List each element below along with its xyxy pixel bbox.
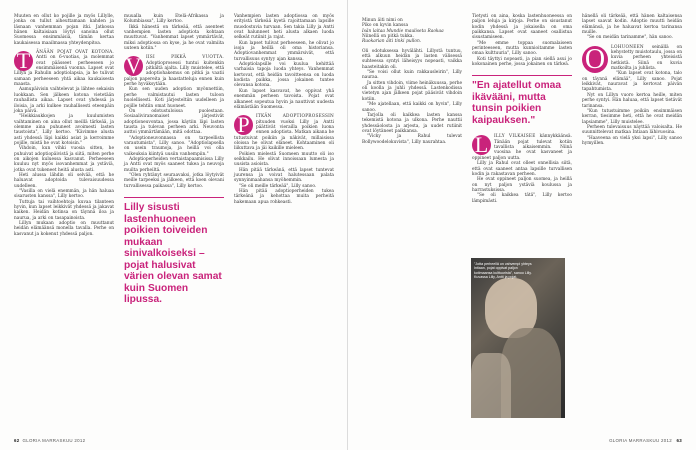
paragraph: "Vicky ja Rahul tulevat Bollywoodelokuvista", Lilly naurahtaa. bbox=[362, 134, 462, 145]
left-column-2 bbox=[124, 14, 224, 314]
paragraph: "Se oli meille tärkeää", Lilly sanoo. bbox=[239, 183, 317, 189]
paragraph: Vihdoin, kun vihki vuosia sitten, he puhuivat adoptiopäivistä ja siitä, miten perhe on aikojen kuluessa kasvanut. Perheeseen kuuluu nyt myös isovanhemmat ja ystäviä, jotka ovat tukeneet heitä alusta asti. bbox=[14, 146, 114, 173]
paragraph: "Olen ryhtänyt seuraavaksi, jotka löytyivät meille tarpeeksi ja jälkeen, että koen olevani turvallisessa paikassa", Lilly kertoo. bbox=[124, 172, 224, 189]
paragraph: Lilly ja Rahul ovat olleet onnellisia siitä, että ovat saaneet antaa lapsille turvallisen kodin ja rakastavan perheen. bbox=[472, 161, 572, 177]
paragraph: Tarjolla oli kaikkea lasten kanssa tekemistä kotona ja ulkona. Perhe nauttii yhdessäolosta ja arjesta, ja uudet rutiinit ovat löytäneet paikkansa. bbox=[362, 112, 462, 134]
list-item: Minun äiti nimi on bbox=[362, 18, 403, 23]
drop-cap-t: T bbox=[14, 51, 33, 71]
paragraph: "Se on meidän tarinamme", hän sanoo. bbox=[587, 35, 673, 41]
paragraph-text: seinällä on kehystetty muistotaulu, jossa on kuvia perheen yhteisistä hetkistä. Siinä on kuvia matkoilta ja juhlista. bbox=[611, 44, 682, 72]
paragraph: "Adoptioneuvonnassa on tarpeellista varautumista", Lilly sanoo. "Adoptiolapsella on usein traumoja, ja heillä voi olla vaikeuksia kiintyä uusiin vanhempiin." bbox=[124, 135, 224, 157]
paragraph-dropcap bbox=[124, 55, 224, 87]
paragraph: Hän pitää tärkeänä, että lapset tuntevat juurensa ja voivat halutessaan palata synnyinmaahansa myöhemmin. bbox=[234, 167, 334, 184]
family-photo bbox=[471, 258, 565, 418]
magazine-name: GLORIA MARRASKUU 2012 bbox=[609, 438, 672, 443]
paragraph-text: pituuden vuoksi Lilly ja Antti päättivät vierailla poikien luona ennen adoptiota. Matkan aikana he tutustuivat poikiin ja näkivät, millaisissa oloissa he olivat eläneet. Kohtaaminen oli liikuttava ja jäi kaikille mieleen. bbox=[234, 119, 335, 152]
drop-cap-p: P bbox=[234, 115, 253, 135]
list-item: Piko on kyvin kanssa bbox=[362, 23, 409, 29]
paragraph: Aamupäivisin vaihtelevat ja lähtee sekaisin luokkaan. Sen jälkeen kotona vietetään rauhallista aikaa. Lapset ovat yhdessä ja iloisia, ja arki kulkee rauhallisesti eteenpäin joka päivä. bbox=[14, 87, 114, 114]
photo-figure bbox=[471, 353, 511, 418]
paragraph: "Se oli kaikkea tätä", Lilly kertoo lämpimästi. bbox=[472, 193, 572, 204]
paragraph: "Heikkiaukkojen ja kuulumisten vaihtaminen on aina ollut meillä tärkeää, ja olemme aina puhuneet avoimesti lasten taustoista", Lilly kertoo. "Kävimme alusta asti yhdessä läpi kaikki asiat ja kerroimme pojille, mistä he ovat kotoisin." bbox=[14, 114, 114, 146]
paragraph: Oli odotuksessa hyvälähti. Lillystä tuntuu, että alkuun heidän ja lasten välisessä suhteessa syntyi läheisyys nopeasti, vaikka haasteitakin oli. bbox=[362, 48, 462, 70]
lead-in: ILLY VILKAISEE bbox=[494, 134, 536, 140]
right-column-3 bbox=[582, 14, 682, 146]
magazine-name: GLORIA MARRASKUU 2012 bbox=[22, 438, 86, 443]
right-column-1 bbox=[362, 14, 462, 145]
paragraph: Muuten en ollut ko pojille ja myös Lillylle, jonka on tullut aiheuttamaan kahden ja läsnaan vanhemman pojan itki. Jatkossa hänen kaltaisiaan löytyi sanoina ollut Suomessa ensimmäisiä, tämän kertaa kaukaisessa maailmassa yhteydenpitoa. bbox=[14, 14, 114, 46]
paragraph-dropcap bbox=[582, 43, 682, 75]
lead-in: LOHUONEEN bbox=[611, 44, 644, 50]
list-item: Isän laitaa Mundie mauliseta Raokaa bbox=[362, 28, 444, 34]
paragraph: "Kun lapset ovat kotona, talo on täynnä elämää", Lilly sanoo. Pojat leikkivät, nauravat ja kertovat päivän tapahtumista. bbox=[582, 71, 682, 93]
paragraph: Adoptioperheiden vertaistapaamisissa Lilly ja Antti ovat myös saaneet tukea ja neuvoja muilta perheiltä. bbox=[124, 156, 224, 173]
lead-in: ITKÄN ADOPTIOPROSESSIN bbox=[256, 114, 334, 120]
paragraph: "Me ajatellaan, että kaikki on hyvin", Lilly sanoo. bbox=[362, 102, 462, 113]
paragraph: Ikkä hänestä on tärkeää, että asenteet vanhempien lasten adoptiota kohtaan muuttuvat. "Vanhemmat lapset ymmärtävät, miksi adoptiossa on kyse, ja he ovat valmiita uuteen kotiin." bbox=[124, 24, 224, 52]
left-column-1 bbox=[14, 14, 114, 237]
paragraph: muualla kuin Etelä-Afrikassa ja Kolumbiassa", Lilly kertoo. bbox=[124, 14, 224, 25]
paragraph: Adoptiolapsille voi kuulua kehittää varhaisia tapoja luoda yhteys. Vanhemmat kertovat, että heidän tavoitteensa on luoda kodista paikka, jossa jokainen tuntee olevansa kotona. bbox=[234, 62, 334, 89]
photo-caption: "Jotta perheellä on vahvempi yhteys Intiaan, pojat oppivat paljon kotimaansa kulttuurista", sanoo Lilly. Kuvassa Lilly, Antti ja pojat. bbox=[474, 262, 532, 280]
right-column-2 bbox=[472, 14, 572, 204]
paragraph: "Haaveena on vielä yksi lapsi", Lilly sanoo hymyillen. bbox=[582, 135, 682, 146]
pull-quote: Lilly sisusti lastenhuoneen poikien toiveiden mukaan sinivalkoiseksi – pojat halusivat värien olevan samat kuin Suomen lipussa. bbox=[124, 197, 224, 306]
page-footer-right bbox=[609, 438, 682, 443]
paragraph: Ja sitten vihdoin, viime heinäkuussa, perhe oli koolla ja juhli yhdessä. Lastenkodissa vietetyn ajan jälkeen pojat pääsivät vihdoin kotiin. bbox=[362, 80, 462, 102]
paragraph: "Kun tutustuimme poikiin ensimmäisen kerran, tiesimme heti, että he ovat meidän lapsiamme", Lilly muistelee. bbox=[582, 108, 682, 125]
paragraph: Kun sen uuden adoption myönnettiin, perhe valmistautui lasten tuloon huolellisesti. Koti järjesteltiin uudelleen ja pojille tehtiin omat huoneet. bbox=[124, 87, 224, 109]
page-footer-left bbox=[14, 438, 85, 443]
paragraph: hänellä oli tärkeää, että hänen kaltaisensa lapset saavat kodin. Adoptio muutti heidän elämänsä, ja he haluavat kertoa tarinansa muille. bbox=[582, 14, 682, 36]
interview-list bbox=[362, 18, 462, 45]
left-column-3 bbox=[234, 14, 334, 205]
paragraph: Vanhempien lasten adoptiossa on myös erityistä tärkeää kyetä rajoittamaan lapsille muodostuvia turvaan. Sen takia Lilly ja Antti ovat halunneet heti alusta alkaen luoda selkeät rutiinit ja rajat. bbox=[234, 14, 334, 41]
page-number: 63 bbox=[676, 438, 682, 443]
list-item: Niinellä on pitkä tukka. bbox=[362, 34, 414, 40]
paragraph-dropcap bbox=[14, 50, 114, 87]
drop-cap-o: O bbox=[582, 46, 608, 73]
paragraph-text: Adoptioprosessi tuntui kuitenkin pitkältä ajalta. Lilly muistelee, että adoptiohakemus on pitkä ja vaatii paljon papereita ja haastatteluja ennen kuin perhe hyväksytään. bbox=[124, 60, 224, 88]
paragraph: "Me emme toppaa suomalaiseen perinteeseen, mutta kunnioitamme lasten omaa kulttuuria", Lilly sanoo. bbox=[472, 40, 572, 57]
paragraph: He ovat oppineet paljon suomea, ja heillä on nyt paljon ystäviä koulussa ja harrastuksissa. bbox=[472, 177, 572, 193]
paragraph: "Se voisi ollut kuin rakkausleirin", Lilly nauraa. bbox=[362, 70, 462, 81]
paragraph-text: kännykkäänsä. Tänään pojat tulevat kotiin tavallista aikaisemmin. Niinä vuosina he ovat kasvaneet ja oppineet paljon uutta. bbox=[472, 134, 572, 161]
paragraph: On odotustuloissa puolestaan. Sosiaaliviranomaiset järjestivät adoptioneuvontaa, jossa käytiin läpi lasten tausta ja tulevan perheen arki. Neuvonta auttoi ymmärtämään, mitä odottaa. bbox=[124, 108, 224, 136]
paragraph: Kun lapset tulivat perheeseen, he olivat jo isoja ja heillä oli oma historiansa. Adoptiovanhemmat ymmärsivät, että turvallisuus syntyy ajan kanssa. bbox=[234, 40, 334, 62]
paragraph: Tuttuja tai vaihtoehtoja kuvaa tilanteen hyvin, kun lapset leikkivät yhdessä ja jakavat kaiken. Heidän kotinsa on täynnä iloa ja naurua, ja arki on tasapainoista. bbox=[14, 199, 114, 221]
paragraph: Poikien mielestä Suomeen muutto oli iso seikkailu. He olivat innoissaan lumesta ja uusista asioista. bbox=[234, 151, 334, 168]
paragraph-dropcap bbox=[472, 134, 572, 161]
paragraph-dropcap bbox=[234, 114, 334, 151]
pull-quote: "En ajatellut omaa ikävääni, mutta tunsin poikien kaipauksen." bbox=[472, 75, 572, 126]
paragraph: Hän pitää adoptioperheiden tukea tärkeänä ja kehottaa muita perheitä hakemaan apua rohkeasti. bbox=[234, 189, 334, 205]
paragraph: Lillyn mukaan adoptio on muuttanut heidän elämäänsä monella tavalla. Perhe on kasvanut ja kokenut yhdessä paljon. bbox=[14, 221, 114, 237]
paragraph: Tietysti on aina, koska lastenhuoneessa on paljon leluja ja kirjoja. Perhe on sisustanut kodin yhdessä ja jokaisella on oma paikkansa. Lapset ovat saaneet osallistua sisustamiseen. bbox=[472, 14, 572, 41]
drop-cap-l: L bbox=[472, 135, 491, 155]
list-item: Ruokarian äiti tinki pullon. bbox=[362, 39, 422, 45]
drop-cap-v: V bbox=[125, 53, 142, 79]
lead-in: ÄNÄÄN POJAT OVAT KOTONA. bbox=[36, 50, 114, 56]
paragraph: Kun lapset kasvavat, he oppivat yhä enemmän perheen tavoista. Pojat ovat alkaneet sopeutua hyvin ja nauttivat uudesta elämästään Suomessa. bbox=[234, 88, 334, 110]
paragraph: Koti täyttyi nopeasti, ja pian siellä asui jo kokonainen perhe, jossa jokainen on tärkeä. bbox=[472, 56, 572, 68]
paragraph: Perheen tulevaisuus näyttää valoisalta. He suunnittelevat matkaa Intiaan lähivuosina. bbox=[582, 124, 682, 136]
paragraph: "Vasilla on vielä enemmän, ja hän haluaa sisarusten kanssa", Lilly kertoo. bbox=[14, 189, 114, 200]
lead-in: IISI PIKKÄ VUOTTA. bbox=[146, 55, 224, 61]
page-number: 62 bbox=[14, 438, 20, 443]
paragraph: Nyt on Lillyn vuoro kertoa heille, miten perhe syntyi. Hän haluaa, että lapset tietävät tarinansa. bbox=[582, 92, 682, 109]
right-page bbox=[348, 0, 696, 450]
paragraph-text: Antti on 6-vuotias, ja molemmat ovat päässeet perheeseen jo ensimmäisenä vuonna. Lapset ovat Lillyn ja Rahulin adoptiolapsia, ja he tulivat samaan perheeseen yhtä aikaa kaukaisesta maasta. bbox=[14, 55, 114, 88]
paragraph: Heti alussa lähdin oli selvää, että he haluavat adoptoida tulevaisuudessa uudelleen. bbox=[14, 172, 114, 189]
